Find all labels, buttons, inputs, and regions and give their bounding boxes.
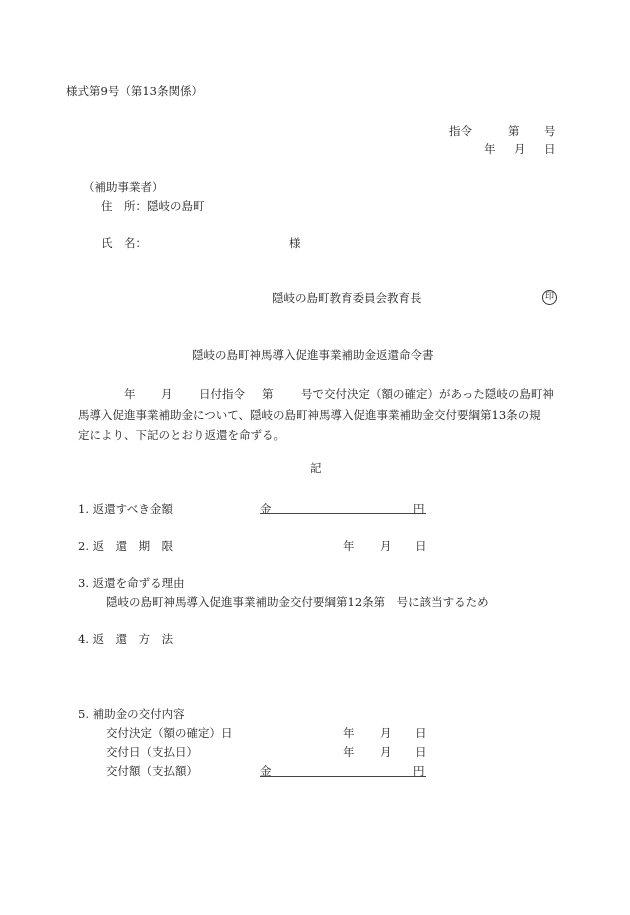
ki-heading: 記 — [310, 461, 322, 475]
address-label: 住 所： — [101, 199, 147, 213]
body-line-3: 定により、下記のとおり返還を命ずる。 — [78, 428, 285, 442]
item2-month: 月 — [380, 539, 392, 553]
body-line-2: 馬導入促進事業補助金について、隠岐の島町神馬導入促進事業補助金交付要綱第13条の規 — [78, 408, 541, 422]
address-row — [101, 199, 205, 213]
name-honorific: 様 — [289, 236, 301, 250]
seal-icon: 印 — [542, 290, 557, 305]
date-day: 日 — [544, 142, 556, 156]
item1-kin: 金 — [260, 502, 272, 516]
issuer-title: 隠岐の島町教育委員会教育長 — [272, 291, 422, 305]
grant-amount-underline — [260, 776, 426, 777]
form-number: 様式第9号（第13条関係） — [66, 84, 203, 98]
number-suffix: 号 — [544, 124, 556, 138]
amount-underline — [260, 513, 426, 514]
item5-label: 5. 補助金の交付内容 — [78, 707, 185, 721]
address-value: 隠岐の島町 — [147, 199, 205, 213]
item3-reason: 隠岐の島町神馬導入促進事業補助金交付要綱第12条第 号に該当するため — [106, 595, 489, 609]
item2-year: 年 — [343, 539, 355, 553]
name-label: 氏 名： — [101, 236, 147, 250]
item3-label: 3. 返還を命ずる理由 — [78, 576, 185, 590]
document-title: 隠岐の島町神馬導入促進事業補助金返還命令書 — [192, 348, 434, 362]
recipient-heading: （補助事業者） — [83, 180, 164, 194]
date-month: 月 — [514, 142, 526, 156]
order-label: 指令 — [449, 124, 472, 138]
item-refund-method: 4. 返 還 方 法 — [78, 632, 174, 646]
date-year: 年 — [484, 142, 496, 156]
number-prefix: 第 — [508, 124, 520, 138]
item1-label: 1. 返還すべき金額 — [78, 502, 173, 516]
item2-day: 日 — [415, 539, 427, 553]
item2-label: 2. 返 還 期 限 — [78, 539, 174, 553]
item1-yen: 円 — [413, 502, 425, 516]
